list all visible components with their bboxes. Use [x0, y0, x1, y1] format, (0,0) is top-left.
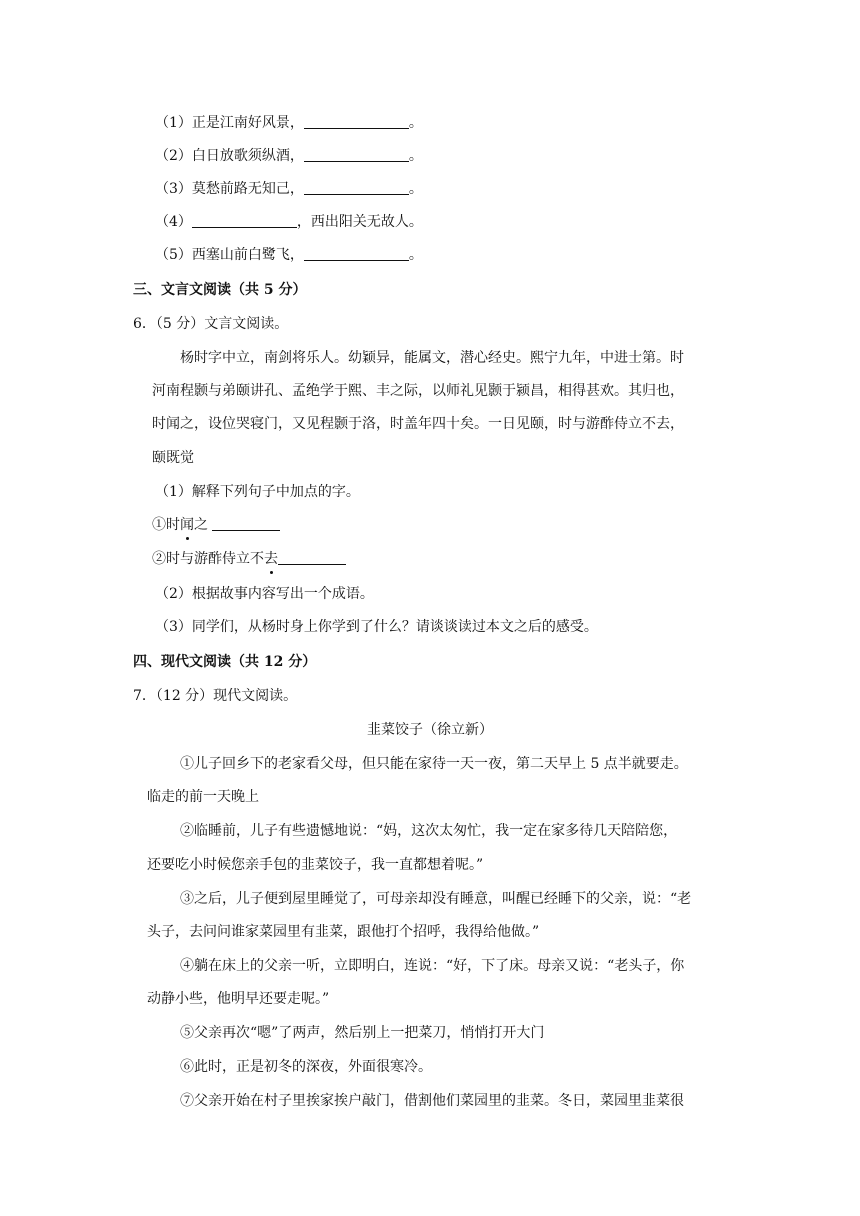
answer-blank[interactable]	[304, 147, 409, 162]
section-4-heading: 四、现代文阅读（共 12 分）	[133, 654, 317, 670]
dotted-char: 去	[264, 551, 278, 567]
fill-item-4: （4） ，西出阳关无故人。	[155, 214, 423, 230]
paragraph-line: ④躺在床上的父亲一听，立即明白，连说：“好，下了床。母亲又说：“老头子，你	[180, 958, 685, 974]
subquestion-1: （1）解释下列句子中加点的字。	[155, 484, 360, 500]
subquestion-2: （2）根据故事内容写出一个成语。	[155, 586, 374, 602]
paragraph-line: ⑦父亲开始在村子里挨家挨户敲门，借割他们菜园里的韭菜。冬日，菜园里韭菜很	[180, 1093, 684, 1109]
fill-item-1: （1）正是江南好风景， 。	[155, 115, 423, 131]
fill-item-3: （3）莫愁前路无知己， 。	[155, 181, 423, 197]
paragraph-line: ⑤父亲再次“嗯”了两声，然后别上一把菜刀，悄悄打开大门	[180, 1025, 545, 1041]
paragraph-line: 临走的前一天晚上	[147, 789, 259, 805]
fill-item-2: （2）白日放歌须纵酒， 。	[155, 148, 423, 164]
answer-blank[interactable]	[192, 213, 297, 228]
paragraph-line: ②临睡前，儿子有些遗憾地说：“妈，这次太匆忙，我一定在家多待几天陪陪您，	[180, 823, 678, 839]
sub-item-a: ①时闻之	[152, 515, 280, 535]
question-6-title: 6．（5 分）文言文阅读。	[133, 316, 289, 332]
passage-line: 时闻之，设位哭寝门，又见程颢于洛，时盖年四十矣。一日见颐，时与游酢侍立不去，	[152, 416, 684, 432]
answer-blank[interactable]	[304, 246, 409, 261]
paragraph-line: ①儿子回乡下的老家看父母，但只能在家待一天一夜，第二天早上 5 点半就要走。	[180, 756, 688, 772]
paragraph-line: 动静小些，他明早还要走呢。”	[147, 991, 330, 1007]
answer-blank[interactable]	[212, 516, 280, 531]
passage-line: 河南程颢与弟颐讲孔、孟绝学于熙、丰之际，以师礼见颢于颍昌，相得甚欢。其归也，	[152, 383, 684, 399]
sub-item-b: ②时与游酢侍立不去	[152, 549, 346, 569]
question-7-title: 7．（12 分）现代文阅读。	[133, 688, 298, 704]
story-title: 韭菜饺子（徐立新）	[367, 722, 493, 738]
paragraph-line: ③之后，儿子便到屋里睡觉了，可母亲却没有睡意，叫醒已经睡下的父亲，说：“老	[180, 891, 692, 907]
passage-line: 颐既觉	[152, 450, 194, 466]
passage-line: 杨时字中立，南剑将乐人。幼颖异，能属文，潜心经史。熙宁九年，中进士第。时	[180, 350, 684, 366]
answer-blank[interactable]	[278, 550, 346, 565]
paragraph-line: ⑥此时，正是初冬的深夜，外面很寒冷。	[180, 1059, 432, 1075]
section-3-heading: 三、文言文阅读（共 5 分）	[133, 282, 307, 298]
answer-blank[interactable]	[304, 180, 409, 195]
dotted-char: 闻	[180, 517, 194, 533]
fill-item-5: （5）西塞山前白鹭飞， 。	[155, 247, 423, 263]
paragraph-line: 还要吃小时候您亲手包的韭菜饺子，我一直都想着呢。”	[147, 857, 484, 873]
paragraph-line: 头子，去问问谁家菜园里有韭菜，跟他打个招呼，我得给他做。”	[147, 924, 540, 940]
subquestion-3: （3）同学们，从杨时身上你学到了什么？请谈谈读过本文之后的感受。	[155, 619, 598, 635]
answer-blank[interactable]	[304, 114, 409, 129]
